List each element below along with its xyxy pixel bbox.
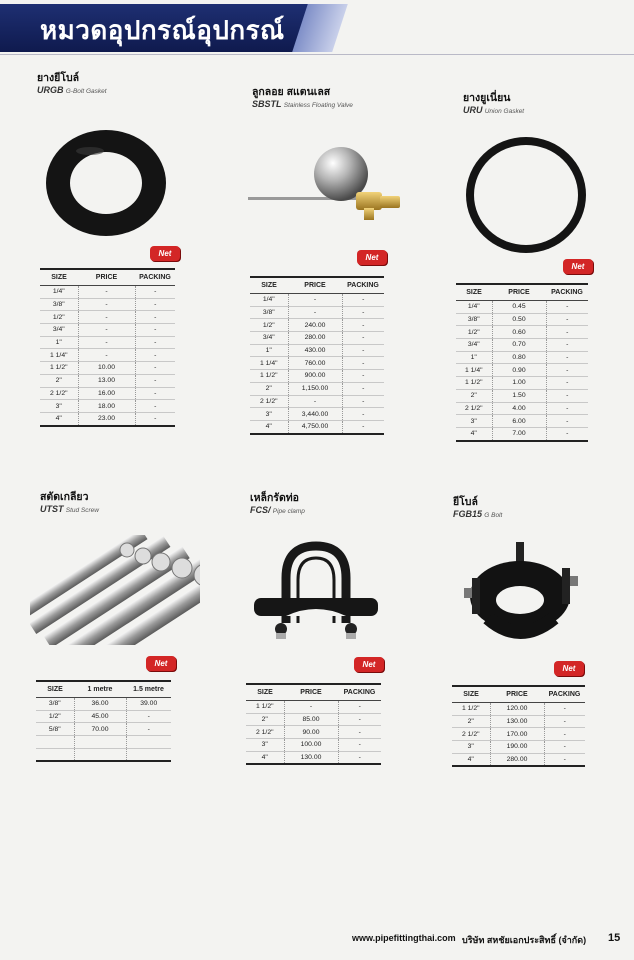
value-cell: 0.45 [492, 301, 546, 314]
table-row [40, 400, 175, 413]
size-cell: 3/8" [250, 306, 288, 319]
table-row [456, 339, 588, 352]
table-row [246, 713, 381, 726]
size-cell: 4" [456, 427, 492, 440]
size-cell: 4" [246, 751, 284, 764]
floating-valve-image [246, 140, 406, 230]
value-cell: 45.00 [74, 710, 126, 723]
value-cell: 13.00 [78, 374, 135, 387]
size-cell: 1/2" [36, 710, 74, 723]
size-cell: 2" [452, 715, 490, 728]
size-cell: 2" [250, 382, 288, 395]
value-cell [74, 748, 126, 761]
product-urgb [37, 72, 187, 97]
value-cell: - [342, 395, 384, 408]
value-cell: 70.00 [74, 723, 126, 736]
value-cell: - [544, 703, 585, 716]
value-cell: - [544, 728, 585, 741]
size-cell: 1 1/4" [456, 364, 492, 377]
product-code: URU [463, 105, 483, 115]
product-desc: G-Bolt Gasket [65, 88, 107, 95]
value-cell: - [342, 319, 384, 332]
size-cell: 1/4" [456, 301, 492, 314]
col-header: PRICE [284, 684, 338, 701]
table-row [456, 351, 588, 364]
table-row [452, 703, 585, 716]
value-cell: - [78, 336, 135, 349]
value-cell: - [135, 336, 175, 349]
size-cell: 4" [452, 753, 490, 766]
product-name-th: ยีโบล์ [453, 496, 478, 508]
table-row [452, 741, 585, 754]
table-row [456, 427, 588, 440]
product-name-th: เหล็กรัดท่อ [250, 492, 299, 504]
product-fgb15 [453, 496, 603, 521]
value-cell: - [135, 400, 175, 413]
col-header: PACKING [544, 686, 585, 703]
value-cell: 130.00 [490, 715, 544, 728]
gbolt-gasket-image [42, 125, 172, 240]
table-row [456, 326, 588, 339]
value-cell: 190.00 [490, 741, 544, 754]
value-cell: - [544, 715, 585, 728]
size-cell: 3/8" [40, 298, 78, 311]
product-name-th: ลูกลอย สแตนเลส [252, 86, 331, 98]
value-cell: - [544, 753, 585, 766]
product-sbstl [252, 86, 402, 111]
table-row [40, 336, 175, 349]
value-cell: - [546, 389, 588, 402]
col-header: PACKING [135, 269, 175, 286]
value-cell: - [546, 301, 588, 314]
product-desc: Pipe clamp [272, 508, 305, 515]
size-cell: 1/2" [40, 311, 78, 324]
value-cell: - [135, 387, 175, 400]
table-row [456, 364, 588, 377]
value-cell: 240.00 [288, 319, 342, 332]
col-header: PACKING [546, 284, 588, 301]
col-header: SIZE [452, 686, 490, 703]
table-row [36, 710, 171, 723]
net-badge: Net [354, 657, 384, 672]
table-row [456, 415, 588, 428]
size-cell: 3/4" [456, 339, 492, 352]
col-header: SIZE [456, 284, 492, 301]
col-header: PACKING [342, 277, 384, 294]
table-row [456, 301, 588, 314]
table-row [452, 728, 585, 741]
value-cell [126, 748, 171, 761]
value-cell: - [78, 311, 135, 324]
value-cell: 280.00 [490, 753, 544, 766]
size-cell [36, 748, 74, 761]
value-cell: - [288, 294, 342, 307]
col-header: 1.5 metre [126, 681, 171, 698]
value-cell: - [546, 364, 588, 377]
value-cell: 120.00 [490, 703, 544, 716]
value-cell: - [284, 701, 338, 714]
spec-table-fcs [246, 683, 381, 765]
value-cell: - [342, 370, 384, 383]
value-cell: 430.00 [288, 344, 342, 357]
table-row [250, 370, 384, 383]
size-cell: 3/4" [250, 332, 288, 345]
product-name-en [40, 504, 190, 516]
product-desc: Stainless Floating Valve [283, 102, 353, 109]
net-badge: Net [357, 250, 387, 265]
value-cell: - [135, 298, 175, 311]
value-cell: 85.00 [284, 713, 338, 726]
value-cell: - [342, 306, 384, 319]
value-cell: - [342, 344, 384, 357]
value-cell: - [135, 286, 175, 299]
value-cell: - [338, 701, 381, 714]
value-cell: 1.00 [492, 377, 546, 390]
product-desc: Stud Screw [65, 507, 99, 514]
size-cell: 1 1/2" [456, 377, 492, 390]
table-row [250, 408, 384, 421]
size-cell: 1" [40, 336, 78, 349]
value-cell: - [546, 415, 588, 428]
table-row [36, 736, 171, 749]
product-fcs [250, 492, 400, 517]
spec-table-utst [36, 680, 171, 762]
col-header: SIZE [36, 681, 74, 698]
value-cell: - [546, 427, 588, 440]
value-cell: 900.00 [288, 370, 342, 383]
footer-url[interactable]: www.pipefittingthai.com [352, 933, 456, 943]
union-gasket-image [462, 133, 592, 258]
table-row [452, 753, 585, 766]
size-cell: 1" [456, 351, 492, 364]
value-cell: - [78, 286, 135, 299]
product-code: FGB15 [453, 509, 483, 519]
value-cell: 4.00 [492, 402, 546, 415]
size-cell: 3" [40, 400, 78, 413]
table-row [36, 748, 171, 761]
size-cell [36, 736, 74, 749]
value-cell: - [546, 377, 588, 390]
size-cell: 3/8" [456, 313, 492, 326]
size-cell: 1 1/2" [246, 701, 284, 714]
size-cell: 3/4" [40, 324, 78, 337]
table-row [456, 377, 588, 390]
table-row [36, 723, 171, 736]
value-cell: - [78, 298, 135, 311]
value-cell: 23.00 [78, 412, 135, 425]
product-uru [463, 92, 613, 117]
size-cell: 3/8" [36, 698, 74, 711]
size-cell: 1 1/4" [250, 357, 288, 370]
value-cell: 280.00 [288, 332, 342, 345]
table-row [40, 374, 175, 387]
size-cell: 2 1/2" [452, 728, 490, 741]
size-cell: 2 1/2" [250, 395, 288, 408]
table-row [250, 294, 384, 307]
table-row [250, 332, 384, 345]
value-cell: - [126, 723, 171, 736]
value-cell: - [544, 741, 585, 754]
product-desc: Union Gasket [484, 108, 525, 115]
spec-table-fgb15 [452, 685, 585, 767]
size-cell: 2" [456, 389, 492, 402]
value-cell: 90.00 [284, 726, 338, 739]
value-cell: - [135, 324, 175, 337]
size-cell: 4" [250, 420, 288, 433]
table-row [452, 715, 585, 728]
size-cell: 3" [456, 415, 492, 428]
pipe-clamp-image [246, 538, 386, 648]
table-row [250, 357, 384, 370]
value-cell: - [78, 349, 135, 362]
table-row [40, 298, 175, 311]
table-row [40, 387, 175, 400]
value-cell: - [546, 313, 588, 326]
value-cell: 18.00 [78, 400, 135, 413]
value-cell: 0.50 [492, 313, 546, 326]
value-cell: 1,150.00 [288, 382, 342, 395]
value-cell [126, 736, 171, 749]
value-cell: - [342, 382, 384, 395]
product-name-en [37, 85, 187, 97]
size-cell: 2 1/2" [246, 726, 284, 739]
col-header: PRICE [492, 284, 546, 301]
product-name-th: สตัดเกลียว [40, 491, 89, 503]
page-title: หมวดอุปกรณ์อุปกรณ์ [40, 15, 285, 45]
spec-table-urgb [40, 268, 175, 427]
value-cell: 3,440.00 [288, 408, 342, 421]
net-badge: Net [150, 246, 180, 261]
header-divider [0, 54, 634, 55]
value-cell: 0.90 [492, 364, 546, 377]
table-row [456, 402, 588, 415]
table-row [246, 701, 381, 714]
value-cell: 16.00 [78, 387, 135, 400]
table-row [246, 726, 381, 739]
value-cell: 0.60 [492, 326, 546, 339]
table-row [40, 349, 175, 362]
col-header: PRICE [288, 277, 342, 294]
net-badge: Net [563, 259, 593, 274]
value-cell: 7.00 [492, 427, 546, 440]
size-cell: 1 1/2" [452, 703, 490, 716]
product-code: URGB [37, 85, 64, 95]
size-cell: 3" [246, 739, 284, 752]
value-cell: - [135, 349, 175, 362]
size-cell: 1 1/2" [40, 362, 78, 375]
value-cell: - [338, 713, 381, 726]
value-cell: 0.70 [492, 339, 546, 352]
table-row [40, 286, 175, 299]
value-cell: - [338, 726, 381, 739]
net-badge: Net [554, 661, 584, 676]
stud-screw-image [30, 535, 200, 645]
value-cell: - [135, 374, 175, 387]
size-cell: 1/2" [456, 326, 492, 339]
value-cell: - [342, 357, 384, 370]
footer-company: บริษัท สหชัยเอกประสิทธิ์ (จำกัด) [462, 935, 587, 945]
col-header: 1 metre [74, 681, 126, 698]
table-row [456, 389, 588, 402]
spec-table-uru [456, 283, 588, 442]
size-cell: 4" [40, 412, 78, 425]
value-cell: - [135, 311, 175, 324]
size-cell: 1" [250, 344, 288, 357]
g-bolt-image [458, 538, 588, 653]
value-cell: - [546, 402, 588, 415]
col-header: SIZE [246, 684, 284, 701]
table-row [250, 306, 384, 319]
product-name-th: ยางยูเนี่ยน [463, 92, 511, 104]
size-cell: 3" [250, 408, 288, 421]
value-cell: 760.00 [288, 357, 342, 370]
product-name-th: ยางยีโบล์ [37, 72, 80, 84]
value-cell: 1.50 [492, 389, 546, 402]
table-row [456, 313, 588, 326]
value-cell: - [342, 332, 384, 345]
size-cell: 5/8" [36, 723, 74, 736]
table-row [250, 319, 384, 332]
col-header: SIZE [40, 269, 78, 286]
product-name-en [463, 105, 613, 117]
value-cell: - [342, 408, 384, 421]
size-cell: 1/4" [250, 294, 288, 307]
size-cell: 1 1/2" [250, 370, 288, 383]
spec-table-sbstl [250, 276, 384, 435]
size-cell: 1 1/4" [40, 349, 78, 362]
value-cell: - [288, 306, 342, 319]
value-cell: 39.00 [126, 698, 171, 711]
size-cell: 3" [452, 741, 490, 754]
value-cell: - [135, 412, 175, 425]
table-row [40, 324, 175, 337]
product-code: FCS/ [250, 505, 271, 515]
table-row [246, 739, 381, 752]
value-cell: - [126, 710, 171, 723]
product-utst [40, 491, 190, 516]
value-cell: 100.00 [284, 739, 338, 752]
table-row [36, 698, 171, 711]
value-cell: - [546, 351, 588, 364]
table-row [250, 344, 384, 357]
value-cell [74, 736, 126, 749]
size-cell: 1/4" [40, 286, 78, 299]
value-cell: - [342, 294, 384, 307]
product-name-en [250, 505, 400, 517]
col-header: PACKING [338, 684, 381, 701]
table-row [250, 382, 384, 395]
value-cell: - [135, 362, 175, 375]
size-cell: 2" [246, 713, 284, 726]
value-cell: 6.00 [492, 415, 546, 428]
value-cell: - [342, 420, 384, 433]
product-code: UTST [40, 504, 64, 514]
table-row [40, 311, 175, 324]
value-cell: 130.00 [284, 751, 338, 764]
net-badge: Net [146, 656, 176, 671]
size-cell: 2" [40, 374, 78, 387]
value-cell: 4,750.00 [288, 420, 342, 433]
product-name-en [252, 99, 402, 111]
table-row [40, 412, 175, 425]
size-cell: 1/2" [250, 319, 288, 332]
size-cell: 2 1/2" [456, 402, 492, 415]
value-cell: - [546, 326, 588, 339]
col-header: PRICE [490, 686, 544, 703]
col-header: SIZE [250, 277, 288, 294]
page-number: 15 [608, 932, 621, 944]
value-cell: 36.00 [74, 698, 126, 711]
product-desc: G Bolt [484, 512, 503, 519]
table-row [40, 362, 175, 375]
table-row [246, 751, 381, 764]
value-cell: - [78, 324, 135, 337]
size-cell: 2 1/2" [40, 387, 78, 400]
value-cell: - [288, 395, 342, 408]
page-header [0, 0, 400, 54]
table-row [250, 395, 384, 408]
col-header: PRICE [78, 269, 135, 286]
value-cell: 10.00 [78, 362, 135, 375]
product-code: SBSTL [252, 99, 282, 109]
product-name-en [453, 509, 603, 521]
table-row [250, 420, 384, 433]
value-cell: - [338, 739, 381, 752]
value-cell: 170.00 [490, 728, 544, 741]
value-cell: - [546, 339, 588, 352]
value-cell: - [338, 751, 381, 764]
value-cell: 0.80 [492, 351, 546, 364]
